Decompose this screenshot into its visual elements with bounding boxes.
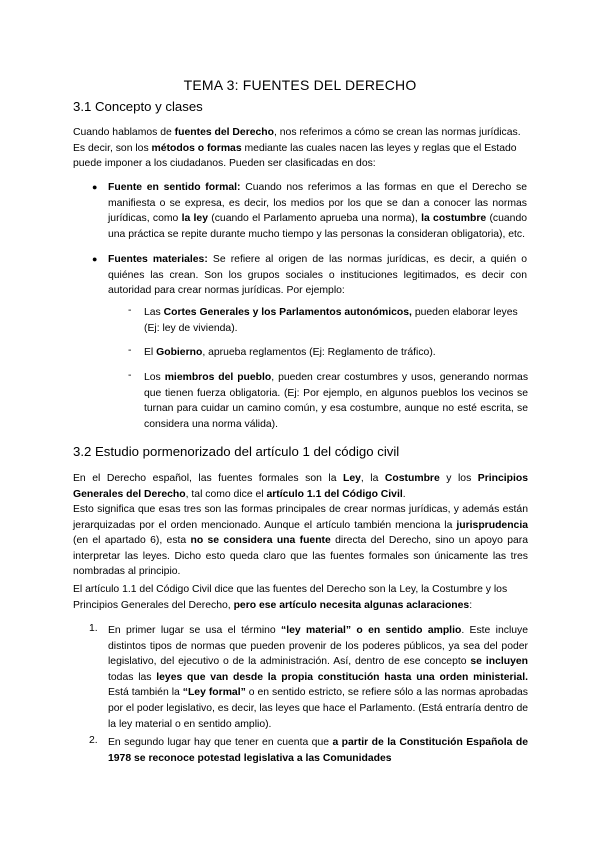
bullet-marker: ● — [92, 254, 98, 264]
text-run: Esto significa que esas tres son las formas principales de crear normas jurídicas, y además están jerarquizadas por el orden mencionado. Aunque el artículo también menciona la — [73, 504, 528, 531]
subitem-gobierno — [144, 345, 528, 361]
text-run: : — [469, 599, 473, 611]
text-run: . — [402, 488, 406, 500]
bold-run: Ley — [343, 473, 361, 484]
text-run: (cuando una práctica se repite durante mucho tiempo y las personas la consideran obligatoria), etc. — [108, 213, 527, 240]
bullet-item-formal — [108, 180, 527, 242]
dash-marker: - — [128, 370, 132, 381]
bold-run: Costumbre — [384, 473, 440, 484]
bold-run: Gobierno — [156, 347, 203, 358]
text-run: Los — [144, 372, 165, 383]
text-run: El artículo 1.1 del Código Civil dice que las fuentes del Derecho son la Ley, la Costumbre y los Principios Generales del Derecho, — [73, 584, 508, 611]
bold-run: se incluyen — [470, 656, 528, 668]
text-run: directa del Derecho, sino un apoyo para interpretar las leyes. Dicho esto queda claro que las fuentes formales son únicamente las tres nombradas al principio. — [73, 535, 529, 578]
bold-run: jurisprudencia — [456, 519, 528, 531]
numbered-item-ley-material — [108, 623, 528, 732]
page-title: TEMA 3: FUENTES DEL DERECHO — [183, 77, 417, 93]
text-run: (cuando el Parlamento aprueba una norma), — [207, 213, 422, 225]
bold-run: la costumbre — [421, 213, 487, 225]
text-run: , la — [360, 473, 385, 484]
subitem-cortes — [144, 305, 528, 336]
bold-run: artículo 1.1 del Código Civil — [266, 488, 403, 500]
section-heading-3-1: 3.1 Concepto y clases — [73, 99, 203, 114]
list-number: 1. — [89, 623, 98, 634]
bold-run: la ley — [181, 213, 208, 225]
text-run: En el Derecho español, las fuentes formales son la — [73, 473, 343, 484]
bold-run: leyes que van desde la propia constitución hasta una orden ministerial. — [156, 671, 528, 683]
bold-run: Principios Generales del Derecho — [73, 473, 529, 500]
text-run: (en el apartado 6), esta — [73, 535, 191, 547]
text-run: pueden elaborar leyes (Ej: ley de vivienda). — [144, 307, 518, 334]
text-run: En primer lugar se usa el término — [108, 625, 282, 636]
text-run: Cuando hablamos de — [73, 127, 175, 138]
text-run: todas las — [108, 671, 157, 683]
text-run: o en sentido estricto, se refiere sólo a las normas aprobadas por el poder legislativo, es decir, las leyes que hace el Parlamento. (Está entraría dentro de la ley material o en sentido amplio). — [108, 687, 529, 730]
text-run: , nos referimos a cómo se crean las normas jurídicas. Es decir, son los — [73, 127, 521, 154]
bold-run: métodos o formas — [151, 142, 242, 154]
text-run: , aprueba reglamentos (Ej: Reglamento de tráfico). — [202, 347, 436, 358]
paragraph-jerarquia — [73, 502, 528, 580]
paragraph-aclaraciones — [73, 582, 528, 613]
text-run: En segundo lugar hay que tener en cuenta que — [108, 737, 333, 748]
bold-run: Fuentes materiales: — [108, 254, 208, 265]
text-run: , pueden crear costumbres y usos, generando normas que tienen fuerza obligatoria. (Ej: Por ejemplo, en algunos pueblos los vecinos se turnan para cuidar un camino común, y esa costumbre, aunque no esté escrita, se considera una norma válida). — [144, 372, 529, 430]
paragraph-fuentes-formales — [73, 471, 528, 502]
numbered-item-constitucion — [108, 735, 528, 766]
text-run: Las — [144, 307, 164, 318]
text-run: , tal como dice el — [185, 488, 267, 500]
text-run: Se refiere al origen de las normas jurídicas, es decir, a quién o quiénes las crean. Son los grupos sociales o instituciones legitimados, es decir con autoridad para crear normas jurídicas. Por ejemplo: — [108, 254, 527, 297]
text-run: . Este incluye distintos tipos de normas que pueden provenir de los poderes públicos, ya sea del poder legislativo, del ejecutivo o de la administración. Así, dentro de ese concepto — [108, 625, 528, 668]
text-run: Está también la — [108, 687, 183, 699]
bold-run: a partir de la Constitución Española de 1978 se reconoce potestad legislativa a las Comunidades — [108, 737, 528, 764]
list-number: 2. — [89, 735, 98, 746]
text-run: El — [144, 347, 157, 358]
bullet-marker: ● — [92, 182, 98, 192]
bold-run: “Ley formal” — [182, 687, 246, 699]
bold-run: “ley material” o en sentido amplio — [281, 625, 462, 636]
bold-run: Fuente en sentido formal: — [108, 182, 241, 193]
intro-paragraph — [73, 125, 528, 172]
text-run: mediante las cuales nacen las leyes y reglas que el Estado puede imponer a los ciudadanos. Pueden ser clasificadas en dos: — [73, 142, 517, 170]
bold-run: Cortes Generales y los Parlamentos autonómicos, — [163, 307, 412, 318]
bullet-item-materiales — [108, 252, 527, 299]
bold-run: pero ese artículo necesita algunas aclaraciones — [233, 599, 470, 611]
bold-run: miembros del pueblo — [164, 372, 272, 383]
bold-run: no se considera una fuente — [190, 535, 331, 547]
dash-marker: - — [128, 345, 132, 356]
text-run: Cuando nos referimos a las formas en que el Derecho se manifiesta o se expresa, es decir, los medios por los que se dan a conocer las normas jurídicas, como — [108, 182, 527, 225]
dash-marker: - — [128, 305, 132, 316]
subitem-pueblo — [144, 370, 528, 432]
text-run: y los — [439, 473, 478, 484]
bold-run: fuentes del Derecho — [174, 127, 274, 138]
section-heading-3-2: 3.2 Estudio pormenorizado del artículo 1 del código civil — [73, 444, 400, 459]
